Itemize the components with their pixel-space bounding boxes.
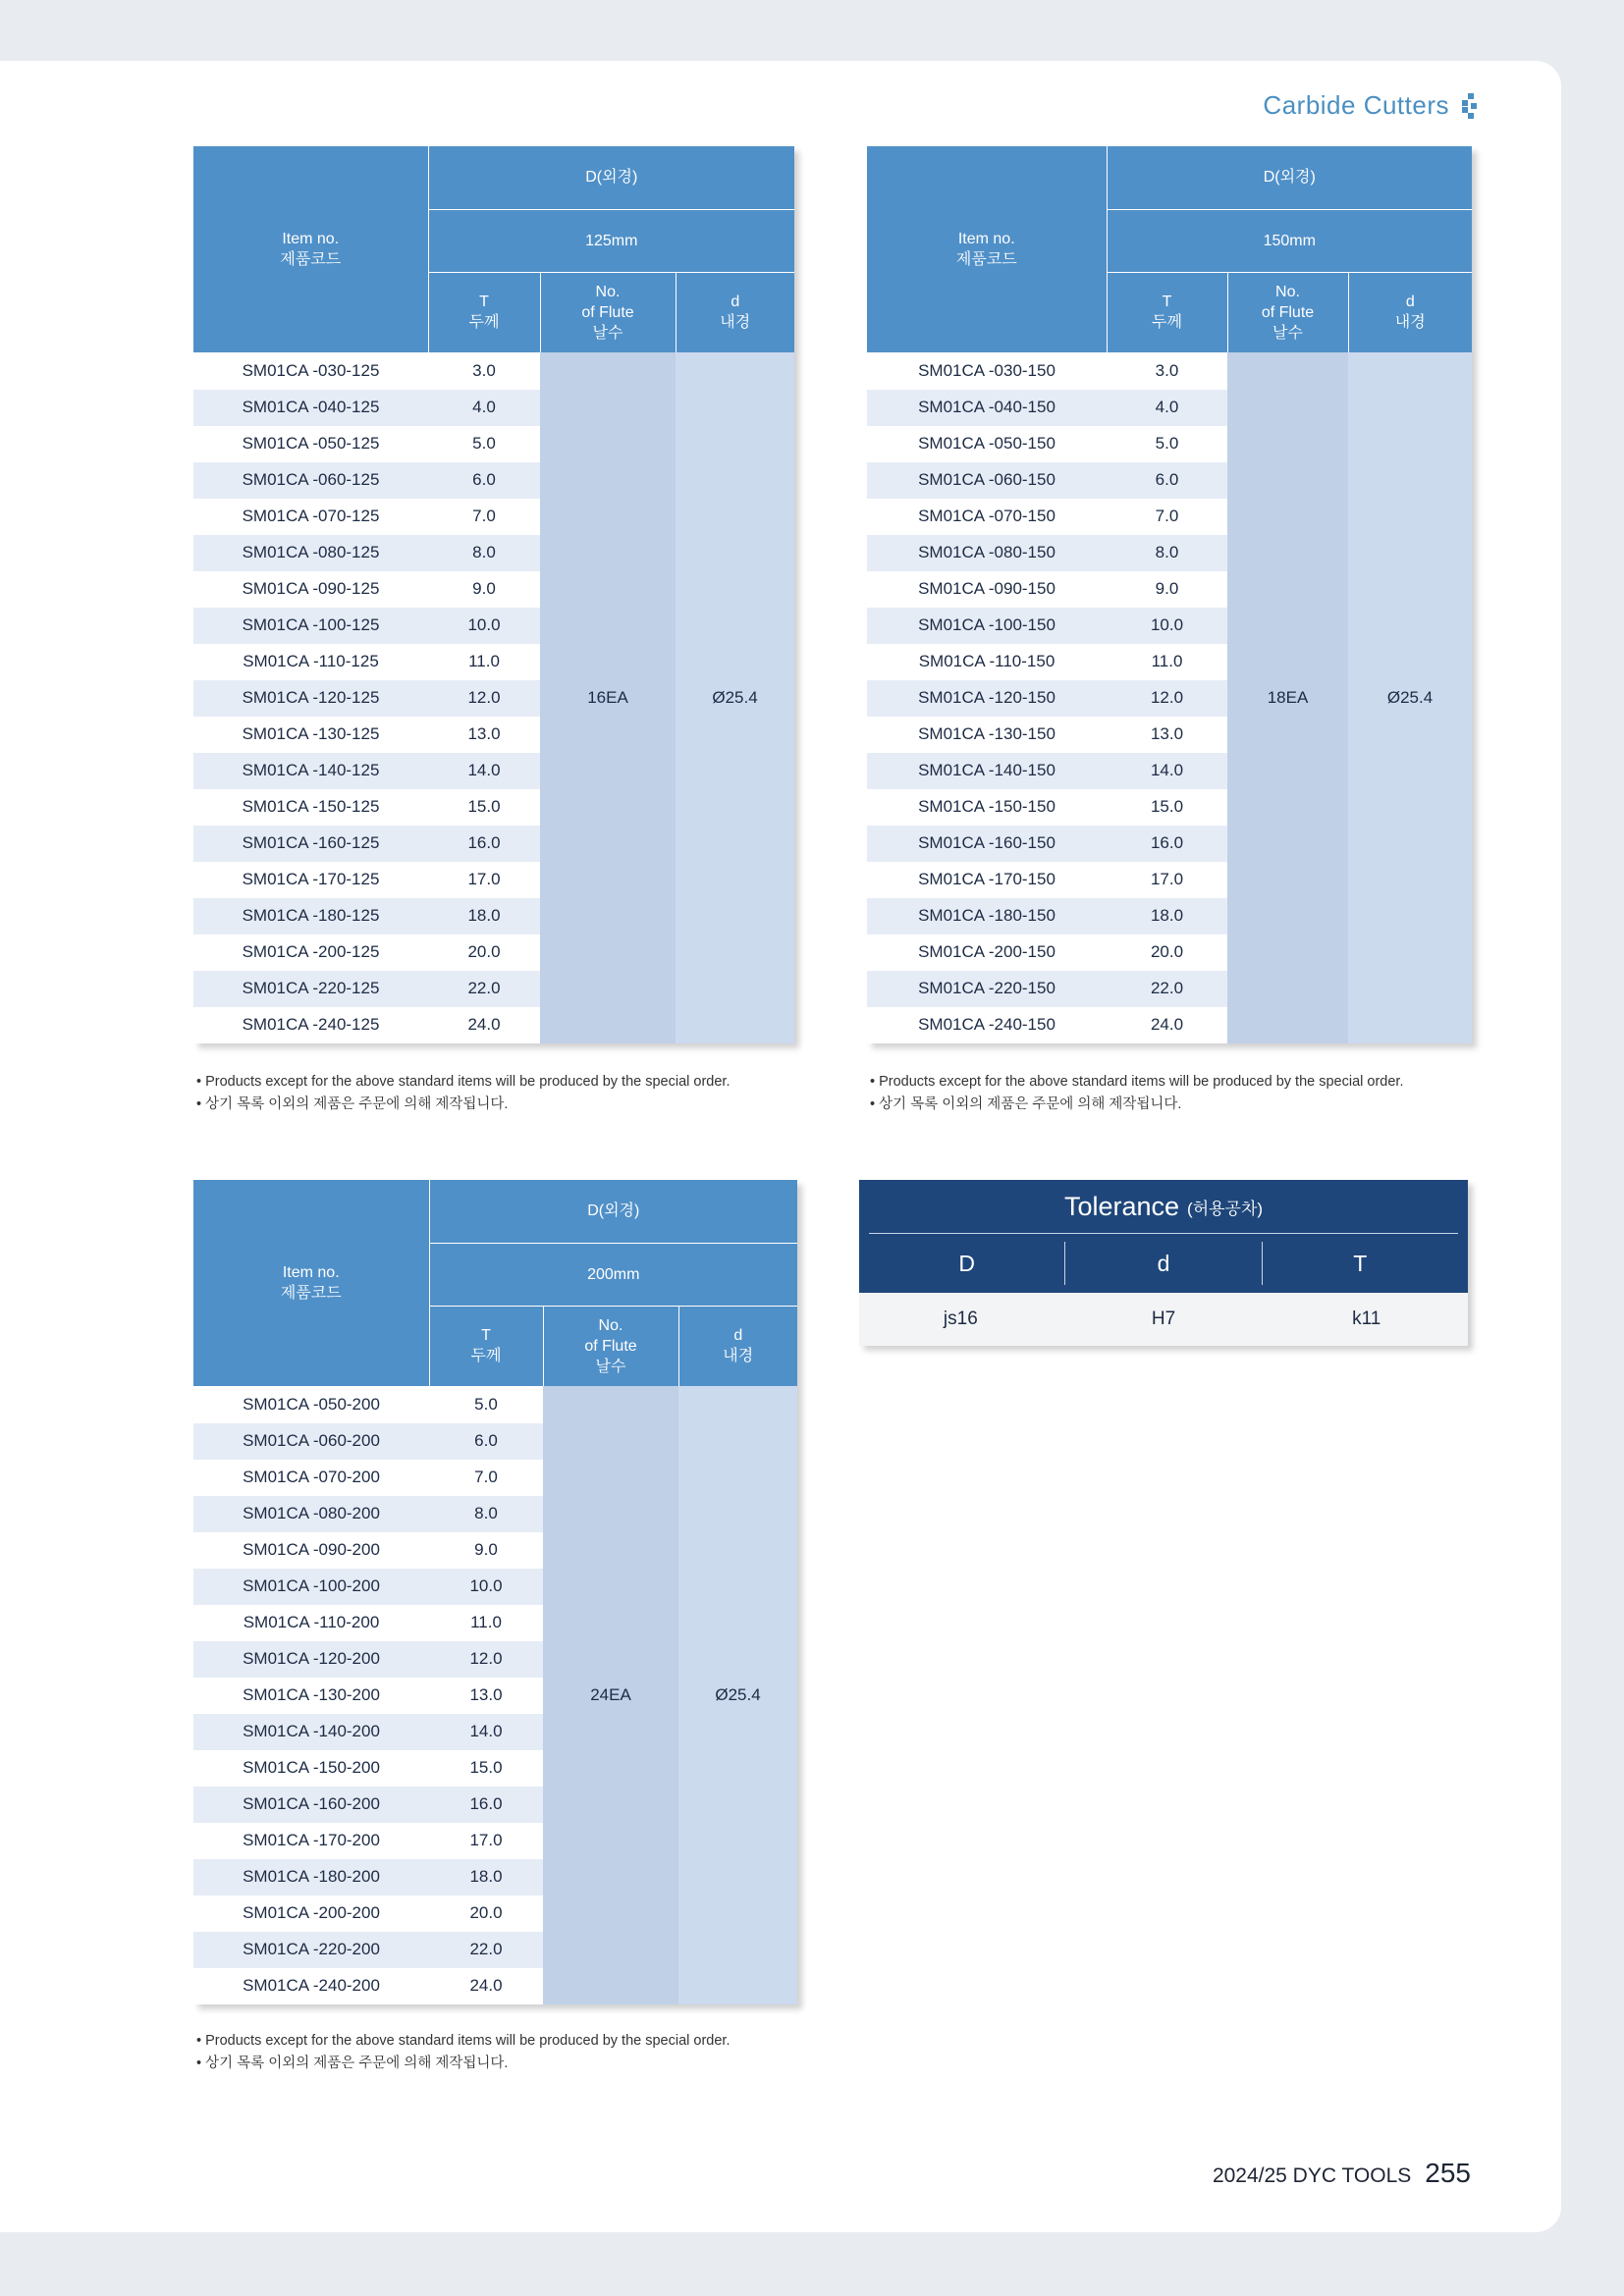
diameter-header: 200mm — [429, 1243, 797, 1306]
thickness-value: 6.0 — [429, 1423, 543, 1460]
thickness-value: 12.0 — [1107, 680, 1227, 717]
note-ko: • 상기 목록 이외의 제품은 주문에 의해 제작됩니다. — [196, 1096, 509, 1112]
flute-header-2: of Flute — [1261, 303, 1315, 321]
flute-count: 16EA — [540, 352, 676, 1043]
item-code: SM01CA -140-200 — [193, 1714, 429, 1750]
item-code: SM01CA -180-125 — [193, 898, 428, 934]
t-header-ko: 두께 — [470, 1348, 502, 1365]
thickness-value: 8.0 — [1107, 535, 1227, 571]
item-code: SM01CA -160-150 — [867, 826, 1107, 862]
item-header-ko: 제품코드 — [280, 250, 342, 268]
item-code: SM01CA -050-150 — [867, 426, 1107, 462]
thickness-value: 12.0 — [428, 680, 540, 717]
tolerance-col-d-outer: D — [958, 1251, 975, 1276]
t-header — [1107, 272, 1227, 352]
item-code: SM01CA -180-150 — [867, 898, 1107, 934]
thickness-value: 15.0 — [1107, 789, 1227, 826]
bore-header-ko: 내경 — [723, 1348, 754, 1365]
item-code: SM01CA -220-150 — [867, 971, 1107, 1007]
item-code: SM01CA -200-150 — [867, 934, 1107, 971]
table-row — [867, 352, 1472, 390]
item-code: SM01CA -080-200 — [193, 1496, 429, 1532]
thickness-value: 3.0 — [1107, 352, 1227, 390]
note-table-150 — [870, 1071, 1404, 1116]
item-code: SM01CA -150-125 — [193, 789, 428, 826]
thickness-value: 18.0 — [428, 898, 540, 934]
tolerance-columns — [869, 1234, 1458, 1293]
flute-count: 24EA — [543, 1386, 678, 2004]
t-header-en: T — [481, 1327, 491, 1345]
thickness-value: 11.0 — [429, 1605, 543, 1641]
thickness-value: 20.0 — [428, 934, 540, 971]
item-code: SM01CA -070-150 — [867, 499, 1107, 535]
t-header — [429, 1306, 543, 1386]
section-title-text: Carbide Cutters — [1263, 90, 1449, 120]
item-code: SM01CA -060-125 — [193, 462, 428, 499]
item-code: SM01CA -200-200 — [193, 1896, 429, 1932]
tolerance-values — [859, 1293, 1468, 1346]
thickness-value: 10.0 — [429, 1569, 543, 1605]
item-code: SM01CA -060-200 — [193, 1423, 429, 1460]
thickness-value: 12.0 — [429, 1641, 543, 1678]
tolerance-value-d-inner: H7 — [1151, 1308, 1176, 1329]
item-code: SM01CA -240-200 — [193, 1968, 429, 2004]
flute-header — [1227, 272, 1348, 352]
item-code: SM01CA -100-200 — [193, 1569, 429, 1605]
item-code: SM01CA -090-200 — [193, 1532, 429, 1569]
flute-header — [543, 1306, 678, 1386]
item-code: SM01CA -030-125 — [193, 352, 428, 390]
thickness-value: 22.0 — [428, 971, 540, 1007]
thickness-value: 5.0 — [428, 426, 540, 462]
d-outer-header: D(외경) — [1107, 146, 1472, 209]
item-code: SM01CA -240-125 — [193, 1007, 428, 1043]
item-code: SM01CA -060-150 — [867, 462, 1107, 499]
note-ko: • 상기 목록 이외의 제품은 주문에 의해 제작됩니다. — [870, 1096, 1182, 1112]
thickness-value: 5.0 — [1107, 426, 1227, 462]
thickness-value: 18.0 — [1107, 898, 1227, 934]
tolerance-value-d-outer: js16 — [943, 1308, 978, 1329]
thickness-value: 15.0 — [429, 1750, 543, 1787]
table-row — [193, 1386, 797, 1423]
thickness-value: 4.0 — [1107, 390, 1227, 426]
tolerance-col-t: T — [1262, 1242, 1458, 1285]
note-table-200 — [196, 2030, 731, 2075]
flute-header-2: of Flute — [581, 303, 634, 321]
t-header-ko: 두께 — [1152, 314, 1182, 332]
thickness-value: 16.0 — [428, 826, 540, 862]
thickness-value: 24.0 — [428, 1007, 540, 1043]
page-number: 255 — [1425, 2158, 1471, 2188]
cutter-table-200 — [193, 1180, 797, 2004]
footer-brand: 2024/25 DYC TOOLS — [1212, 2164, 1412, 2187]
tolerance-table — [859, 1180, 1468, 1346]
thickness-value: 6.0 — [428, 462, 540, 499]
item-code: SM01CA -220-200 — [193, 1932, 429, 1968]
item-code: SM01CA -110-150 — [867, 644, 1107, 680]
item-code: SM01CA -100-150 — [867, 608, 1107, 644]
thickness-value: 14.0 — [428, 753, 540, 789]
cutter-table-150 — [867, 146, 1472, 1043]
tolerance-title — [869, 1180, 1458, 1234]
item-header-en: Item no. — [282, 230, 340, 247]
thickness-value: 17.0 — [428, 862, 540, 898]
note-ko: • 상기 목록 이외의 제품은 주문에 의해 제작됩니다. — [196, 2056, 509, 2071]
thickness-value: 18.0 — [429, 1859, 543, 1896]
item-code: SM01CA -240-150 — [867, 1007, 1107, 1043]
t-header — [428, 272, 540, 352]
item-header — [193, 1180, 429, 1386]
thickness-value: 7.0 — [1107, 499, 1227, 535]
note-en: • Products except for the above standard items will be produced by the special order. — [870, 1074, 1404, 1090]
flute-header — [540, 272, 676, 352]
item-code: SM01CA -130-200 — [193, 1678, 429, 1714]
flute-header-2: of Flute — [584, 1337, 637, 1355]
thickness-value: 20.0 — [1107, 934, 1227, 971]
item-code: SM01CA -160-200 — [193, 1787, 429, 1823]
t-header-en: T — [1162, 294, 1172, 311]
thickness-value: 9.0 — [428, 571, 540, 608]
thickness-value: 24.0 — [429, 1968, 543, 2004]
item-code: SM01CA -140-150 — [867, 753, 1107, 789]
tolerance-title-en: Tolerance — [1063, 1191, 1180, 1221]
item-code: SM01CA -090-125 — [193, 571, 428, 608]
item-code: SM01CA -050-200 — [193, 1386, 429, 1423]
thickness-value: 11.0 — [1107, 644, 1227, 680]
diameter-header: 125mm — [428, 209, 794, 272]
note-table-125 — [196, 1071, 731, 1116]
item-code: SM01CA -150-150 — [867, 789, 1107, 826]
thickness-value: 10.0 — [428, 608, 540, 644]
thickness-value: 13.0 — [429, 1678, 543, 1714]
bore-header-en: d — [1405, 294, 1415, 311]
thickness-value: 20.0 — [429, 1896, 543, 1932]
tolerance-col-d-inner: d — [1064, 1242, 1261, 1285]
item-code: SM01CA -130-125 — [193, 717, 428, 753]
thickness-value: 22.0 — [429, 1932, 543, 1968]
item-code: SM01CA -200-125 — [193, 934, 428, 971]
tolerance-title-ko: (허용공차) — [1187, 1199, 1264, 1218]
item-code: SM01CA -030-150 — [867, 352, 1107, 390]
note-en: • Products except for the above standard items will be produced by the special order. — [196, 2033, 731, 2049]
thickness-value: 5.0 — [429, 1386, 543, 1423]
bore-header — [678, 1306, 797, 1386]
item-header-ko: 제품코드 — [280, 1284, 342, 1302]
bore-header — [1348, 272, 1472, 352]
table-row — [193, 352, 794, 390]
thickness-value: 17.0 — [1107, 862, 1227, 898]
item-code: SM01CA -070-200 — [193, 1460, 429, 1496]
item-code: SM01CA -080-125 — [193, 535, 428, 571]
item-code: SM01CA -170-125 — [193, 862, 428, 898]
flute-header-1: No. — [598, 1316, 623, 1334]
item-code: SM01CA -100-125 — [193, 608, 428, 644]
bore-header-en: d — [731, 294, 740, 311]
chevron-left-icon — [1459, 93, 1477, 119]
thickness-value: 7.0 — [428, 499, 540, 535]
thickness-value: 14.0 — [429, 1714, 543, 1750]
flute-header-ko: 날수 — [1272, 324, 1303, 342]
thickness-value: 8.0 — [428, 535, 540, 571]
item-code: SM01CA -070-125 — [193, 499, 428, 535]
thickness-value: 9.0 — [1107, 571, 1227, 608]
item-code: SM01CA -170-150 — [867, 862, 1107, 898]
flute-header-ko: 날수 — [592, 324, 623, 342]
item-code: SM01CA -130-150 — [867, 717, 1107, 753]
cutter-table-125 — [193, 146, 794, 1043]
thickness-value: 8.0 — [429, 1496, 543, 1532]
d-outer-header: D(외경) — [428, 146, 794, 209]
thickness-value: 10.0 — [1107, 608, 1227, 644]
item-code: SM01CA -040-150 — [867, 390, 1107, 426]
thickness-value: 11.0 — [428, 644, 540, 680]
t-header-ko: 두께 — [468, 314, 500, 332]
thickness-value: 16.0 — [429, 1787, 543, 1823]
thickness-value: 16.0 — [1107, 826, 1227, 862]
item-header-en: Item no. — [282, 1263, 340, 1281]
flute-header-1: No. — [1275, 283, 1300, 300]
thickness-value: 14.0 — [1107, 753, 1227, 789]
item-code: SM01CA -120-150 — [867, 680, 1107, 717]
bore-diameter: Ø25.4 — [1348, 352, 1472, 1043]
flute-header-1: No. — [595, 283, 621, 300]
thickness-value: 6.0 — [1107, 462, 1227, 499]
bore-header — [676, 272, 794, 352]
item-code: SM01CA -040-125 — [193, 390, 428, 426]
tolerance-header — [859, 1180, 1468, 1293]
page-footer — [1213, 2158, 1471, 2189]
item-code: SM01CA -050-125 — [193, 426, 428, 462]
item-code: SM01CA -150-200 — [193, 1750, 429, 1787]
t-header-en: T — [479, 294, 489, 311]
item-code: SM01CA -140-125 — [193, 753, 428, 789]
item-code: SM01CA -110-125 — [193, 644, 428, 680]
thickness-value: 13.0 — [1107, 717, 1227, 753]
bore-header-ko: 내경 — [1394, 314, 1426, 332]
bore-header-en: d — [733, 1327, 743, 1345]
item-code: SM01CA -120-200 — [193, 1641, 429, 1678]
item-header — [867, 146, 1107, 352]
bore-header-ko: 내경 — [720, 314, 751, 332]
thickness-value: 22.0 — [1107, 971, 1227, 1007]
item-header-ko: 제품코드 — [955, 250, 1017, 268]
flute-header-ko: 날수 — [595, 1358, 626, 1375]
item-code: SM01CA -090-150 — [867, 571, 1107, 608]
item-code: SM01CA -120-125 — [193, 680, 428, 717]
flute-count: 18EA — [1227, 352, 1348, 1043]
thickness-value: 3.0 — [428, 352, 540, 390]
item-code: SM01CA -080-150 — [867, 535, 1107, 571]
thickness-value: 7.0 — [429, 1460, 543, 1496]
thickness-value: 4.0 — [428, 390, 540, 426]
bore-diameter: Ø25.4 — [678, 1386, 797, 2004]
tolerance-value-t: k11 — [1352, 1308, 1381, 1329]
section-title — [1263, 90, 1477, 121]
item-header — [193, 146, 428, 352]
item-code: SM01CA -180-200 — [193, 1859, 429, 1896]
thickness-value: 17.0 — [429, 1823, 543, 1859]
thickness-value: 9.0 — [429, 1532, 543, 1569]
diameter-header: 150mm — [1107, 209, 1472, 272]
item-code: SM01CA -160-125 — [193, 826, 428, 862]
thickness-value: 15.0 — [428, 789, 540, 826]
note-en: • Products except for the above standard items will be produced by the special order. — [196, 1074, 731, 1090]
item-header-en: Item no. — [957, 230, 1015, 247]
thickness-value: 24.0 — [1107, 1007, 1227, 1043]
item-code: SM01CA -170-200 — [193, 1823, 429, 1859]
d-outer-header: D(외경) — [429, 1180, 797, 1243]
bore-diameter: Ø25.4 — [676, 352, 794, 1043]
item-code: SM01CA -110-200 — [193, 1605, 429, 1641]
item-code: SM01CA -220-125 — [193, 971, 428, 1007]
thickness-value: 13.0 — [428, 717, 540, 753]
